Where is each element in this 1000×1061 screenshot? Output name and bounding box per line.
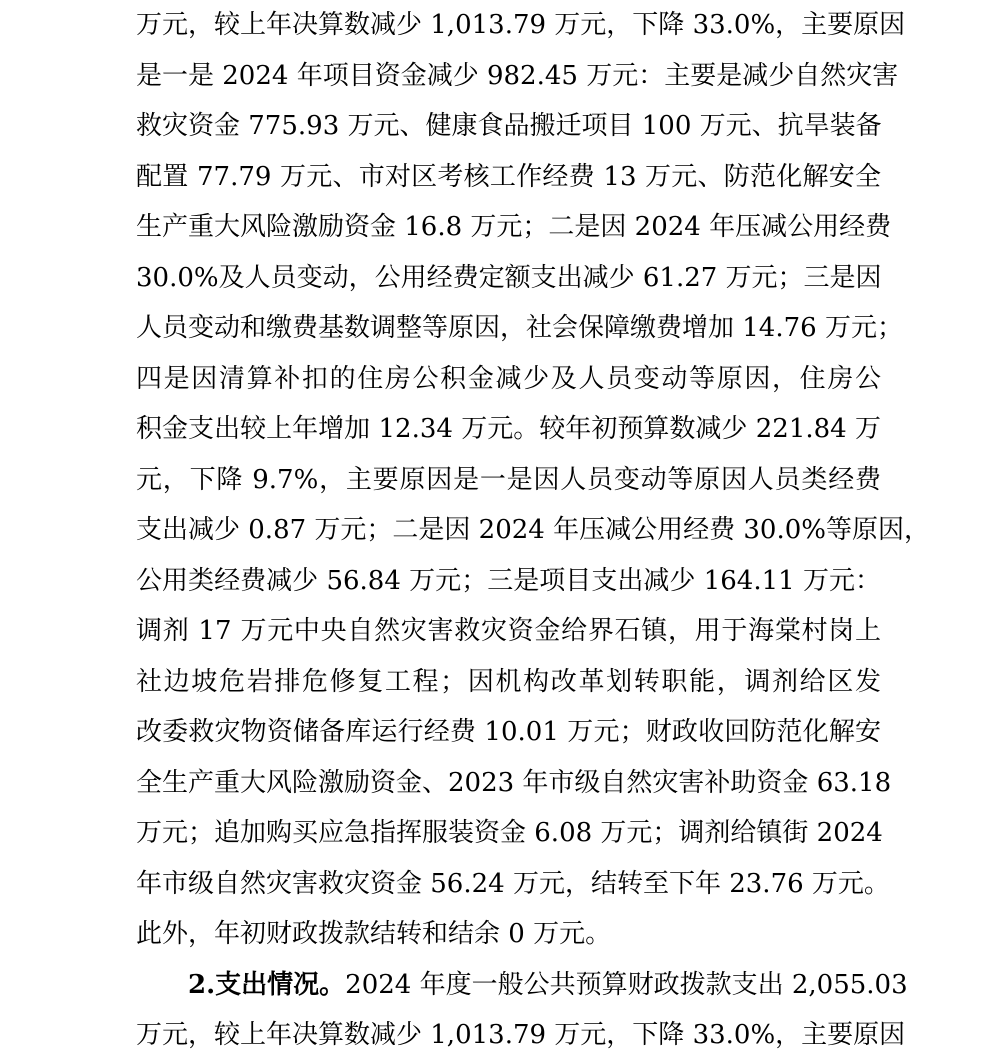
section-heading-line <box>136 960 908 1011</box>
paragraph-line-final: 万元，较上年决算数减少 1,013.79 万元，下降 33.0%，主要原因 <box>136 1020 906 1050</box>
paragraph-line-2: 是一是 2024 年项目资金减少 982.45 万元：主要是减少自然灾害 <box>136 60 899 91</box>
paragraph-line-14: 社边坡危岩排危修复工程；因机构改革划转职能，调剂给区发 <box>136 666 881 697</box>
paragraph-line-7: 人员变动和缴费基数调整等原因，社会保障缴费增加 14.76 万元； <box>136 313 903 343</box>
paragraph-line-6: 30.0%及人员变动，公用经费定额支出减少 61.27 万元；三是因 <box>136 262 882 293</box>
paragraph-line-9: 积金支出较上年增加 12.34 万元。较年初预算数减少 221.84 万 <box>136 414 881 444</box>
paragraph-line-12: 公用类经费减少 56.84 万元；三是项目支出减少 164.11 万元： <box>136 565 881 596</box>
paragraph-line-15: 改委救灾物资储备库运行经费 10.01 万元；财政收回防范化解安 <box>136 717 881 747</box>
paragraph-line-13: 调剂 17 万元中央自然灾害救灾资金给界石镇，用于海棠村岗上 <box>136 616 881 646</box>
paragraph-line-18: 年市级自然灾害救灾资金 56.24 万元，结转至下年 23.76 万元。 <box>136 868 890 899</box>
paragraph-line-11: 支出减少 0.87 万元；二是因 2024 年压减公用经费 30.0%等原因， <box>136 515 930 545</box>
section-heading-rest: 2024 年度一般公共预算财政拨款支出 2,055.03 <box>345 969 908 1000</box>
document-body <box>136 0 930 1061</box>
paragraph-line-19: 此外，年初财政拨款结转和结余 0 万元。 <box>136 919 612 949</box>
paragraph-line-3: 救灾资金 775.93 万元、健康食品搬迁项目 100 万元、抗旱装备 <box>136 111 882 141</box>
paragraph-line-17: 万元；追加购买应急指挥服装资金 6.08 万元；调剂给镇街 2024 <box>136 818 883 848</box>
paragraph-line-4: 配置 77.79 万元、市对区考核工作经费 13 万元、防范化解安全 <box>136 161 881 192</box>
paragraph-line-1: 万元，较上年决算数减少 1,013.79 万元，下降 33.0%，主要原因 <box>136 10 906 40</box>
paragraph-line-10: 元，下降 9.7%，主要原因是一是因人员变动等原因人员类经费 <box>136 464 881 495</box>
paragraph-line-8: 四是因清算补扣的住房公积金减少及人员变动等原因，住房公 <box>136 363 881 394</box>
paragraph-line-16: 全生产重大风险激励资金、2023 年市级自然灾害补助资金 63.18 <box>136 767 892 798</box>
section-heading: 2.支出情况。 <box>188 969 346 1000</box>
paragraph-line-5: 生产重大风险激励资金 16.8 万元；二是因 2024 年压减公用经费 <box>136 212 892 242</box>
